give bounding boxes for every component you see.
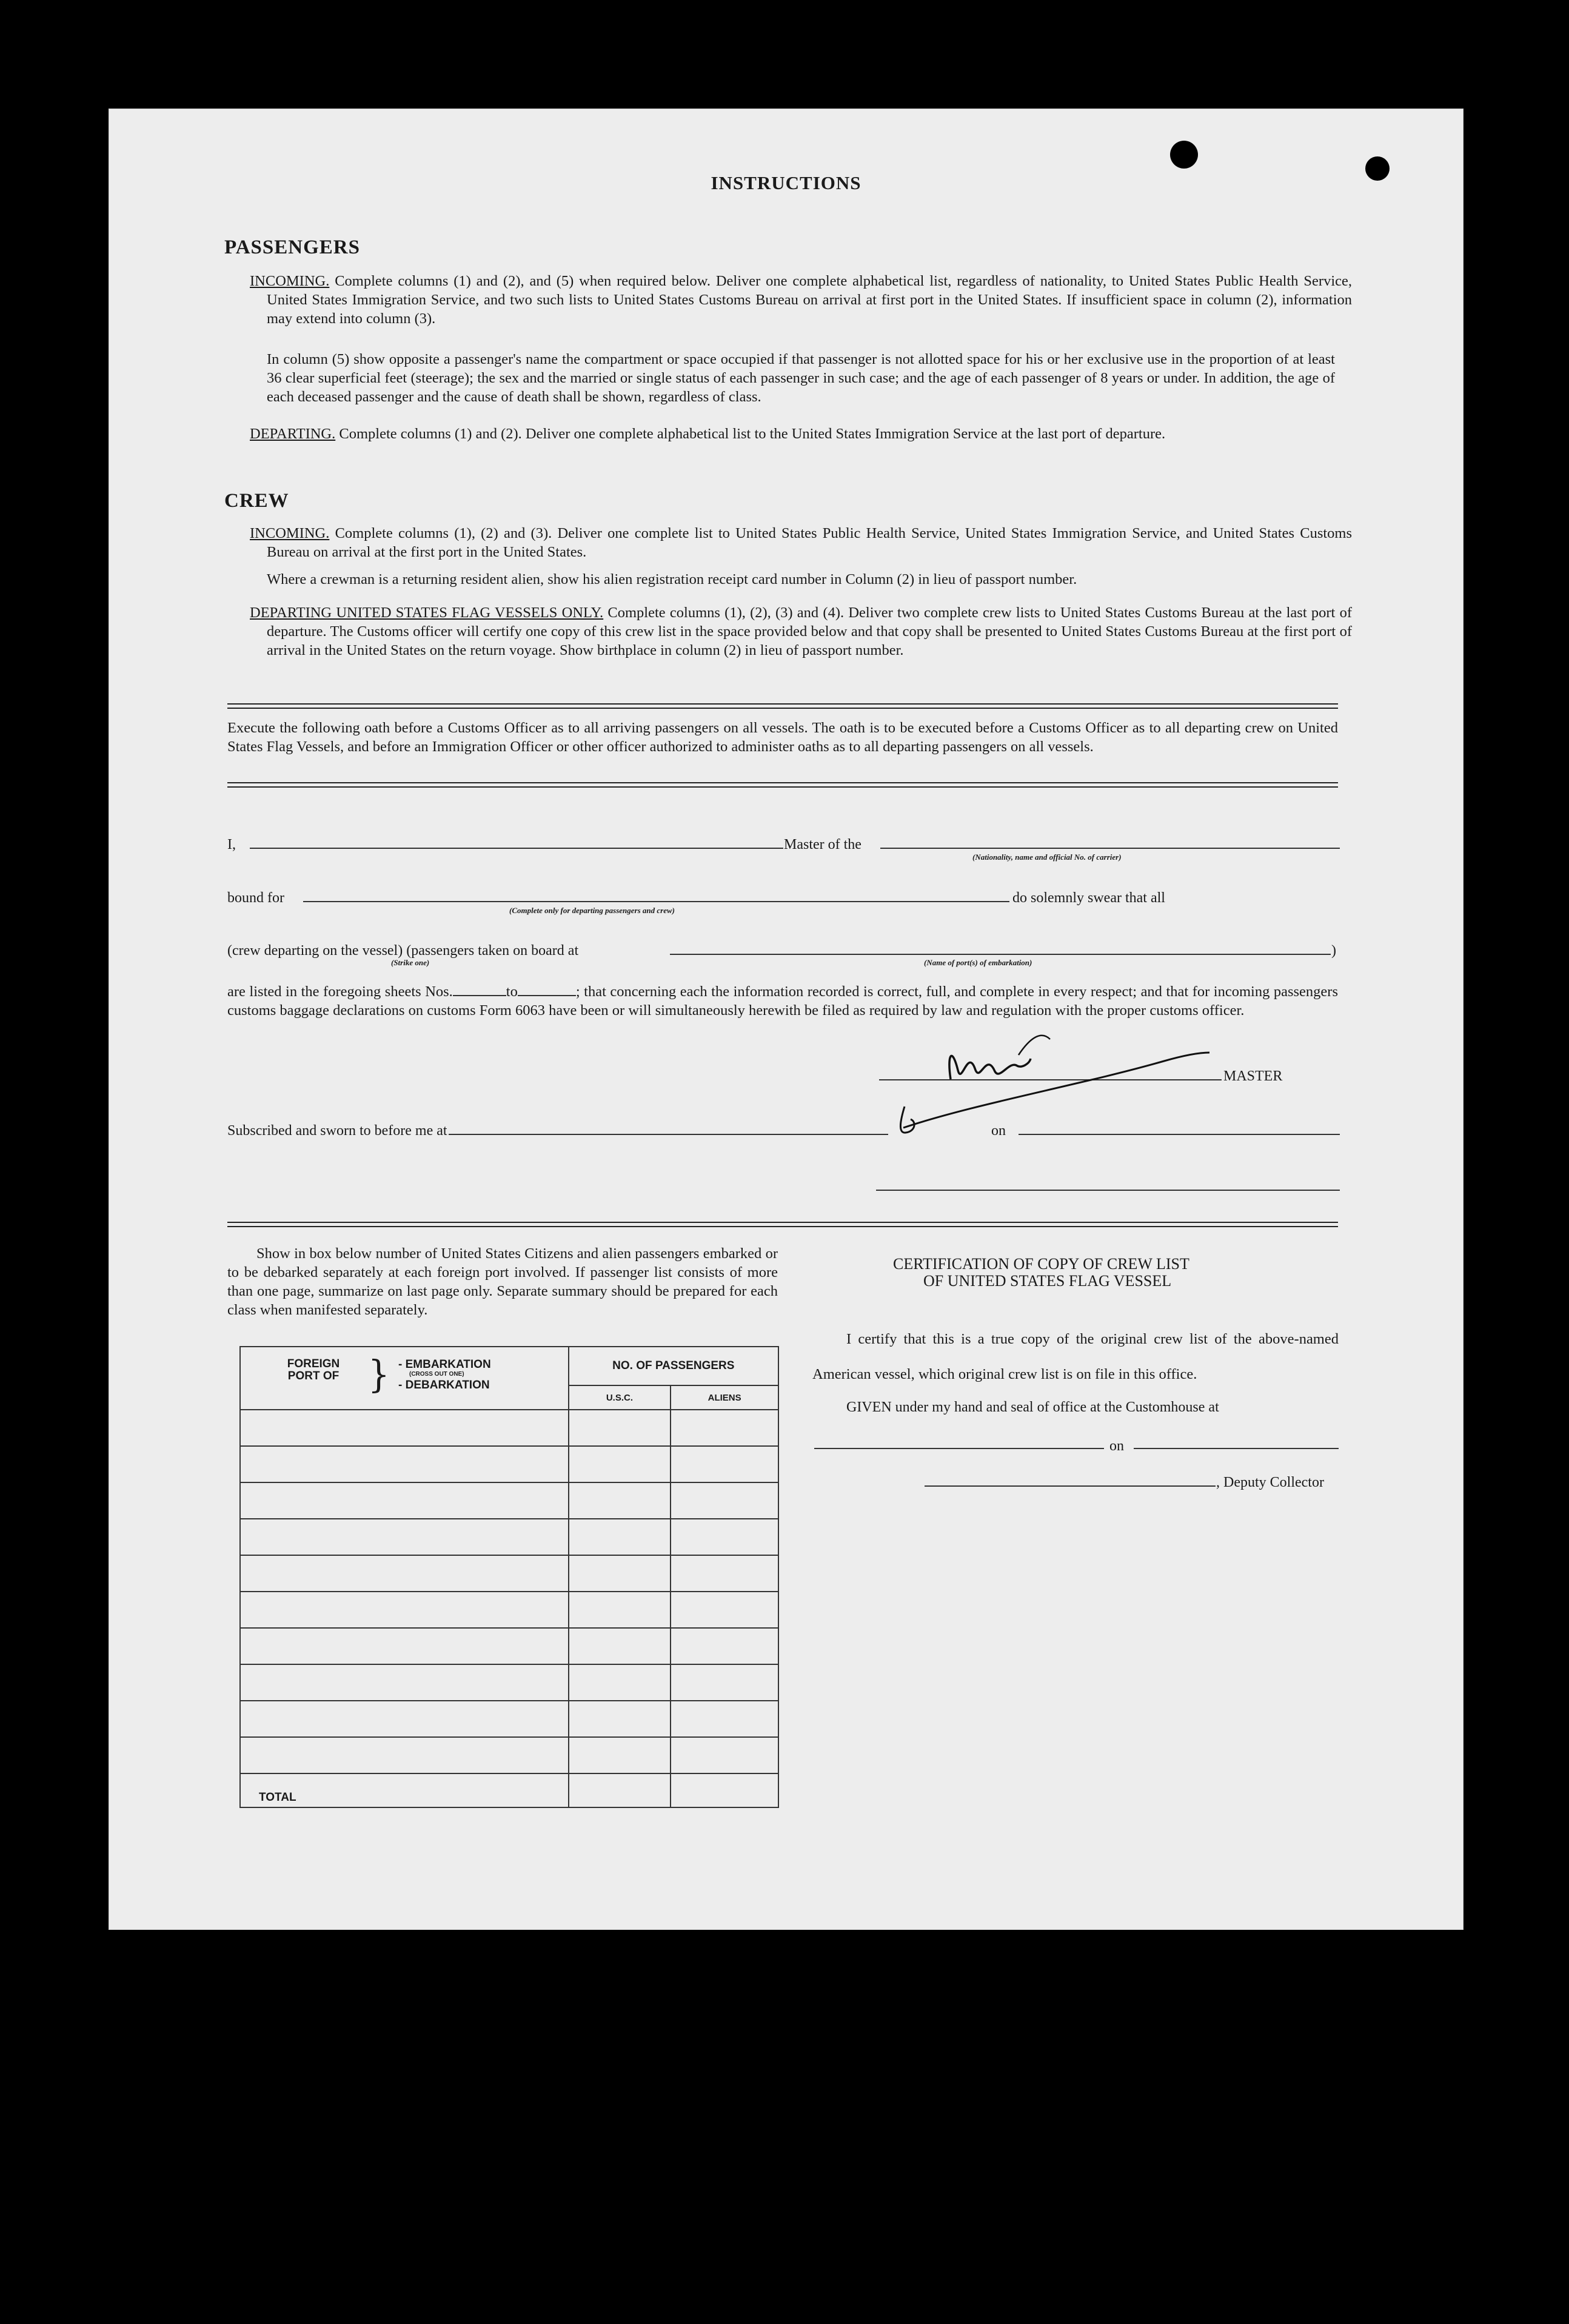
bound-hint: (Complete only for departing passengers and crew) [509, 906, 675, 915]
swear-label: do solemnly swear that all [1012, 890, 1165, 906]
bound-for-field[interactable] [303, 901, 1009, 902]
aliens-cell[interactable] [671, 1519, 778, 1555]
sheet-from-field[interactable] [453, 983, 506, 996]
carrier-field[interactable] [880, 848, 1340, 849]
crew-departing-text: Complete columns (1), (2), (3) and (4). Deliver two complete crew lists to United States Customs Bureau at the last port of departure. The Customs officer will certify one copy of this crew list in the space provided below and that copy shall be presented to United States Customs Bureau at the first port of arrival in the United States on the return voyage. Show birthplace in column (2) in lieu of passport number. [267, 604, 1352, 658]
aliens-cell[interactable] [671, 1482, 778, 1519]
passengers-incoming [250, 272, 1352, 328]
port-cell[interactable] [240, 1410, 569, 1446]
passengers-column5: In column (5) show opposite a passenger's name the compartment or space occupied if that passenger is not allotted space for his or her exclusive use in the proportion of at least 36 clear superficial feet (steerage); the sex and the married or single status of each passenger in such case; and the age of each passenger of 8 years or under. In addition, the age of each deceased passenger and the cause of death shall be shown, regardless of class. [267, 351, 1335, 405]
total-label: TOTAL [240, 1773, 569, 1807]
crew-heading: CREW [224, 490, 289, 512]
subscribed-date-field[interactable] [1019, 1134, 1340, 1135]
brace-icon: } [368, 1353, 390, 1397]
close-paren: ) [1331, 943, 1336, 959]
subscribed-place-field[interactable] [449, 1134, 888, 1135]
aliens-cell[interactable] [671, 1628, 778, 1664]
crew-departing [250, 603, 1352, 660]
incoming-text: Complete columns (1) and (2), and (5) when required below. Deliver one complete alphabetical list, regardless of nationality, to United States Public Health Service, United States Immigration Service, and two such lists to United States Customs Bureau on arrival at first port in the United States. If insufficient space in column (2), information may extend into column (3). [267, 273, 1353, 327]
port-cell[interactable] [240, 1446, 569, 1482]
certification-heading-1: CERTIFICATION OF COPY OF CREW LIST [893, 1255, 1189, 1273]
punch-hole [1170, 141, 1198, 169]
oath-intro: Execute the following oath before a Customs Officer as to all arriving passengers on all vessels. The oath is to be executed before a Customs Officer as to all departing crew on United States Flag Vessels, and before an Immigration Officer or other officer authorized to administer oaths as to all departing passengers on all vessels. [227, 720, 1338, 755]
master-of-label: Master of the [784, 837, 861, 852]
usc-cell[interactable] [569, 1555, 671, 1592]
port-cell[interactable] [240, 1701, 569, 1737]
aliens-cell[interactable] [671, 1701, 778, 1737]
master-name-field[interactable] [250, 848, 783, 849]
officer-signature-line[interactable] [876, 1190, 1340, 1191]
crew-departing-label: DEPARTING UNITED STATES FLAG VESSELS ONLY. [250, 604, 604, 621]
certification-text: I certify that this is a true copy of the original crew list of the above-named American vessel, which original crew list is on file in this office. [812, 1331, 1339, 1382]
usc-cell[interactable] [569, 1664, 671, 1701]
port-cell[interactable] [240, 1737, 569, 1773]
port-cell[interactable] [240, 1592, 569, 1628]
usc-cell[interactable] [569, 1482, 671, 1519]
deputy-signature-line[interactable] [925, 1485, 1216, 1487]
usc-cell[interactable] [569, 1410, 671, 1446]
total-usc-cell[interactable] [569, 1773, 671, 1807]
debarkation-label: - DEBARKATION [398, 1379, 490, 1391]
subscribed-on-label: on [991, 1123, 1006, 1139]
embarkation-label: - EMBARKATION [398, 1358, 491, 1371]
usc-cell[interactable] [569, 1592, 671, 1628]
divider [227, 703, 1338, 709]
total-aliens-cell[interactable] [671, 1773, 778, 1807]
deputy-collector-label: , Deputy Collector [1216, 1475, 1324, 1490]
strike-hint: (Strike one) [391, 958, 430, 967]
sheet-to-field[interactable] [518, 983, 576, 996]
cross-out-label: (CROSS OUT ONE) [409, 1371, 464, 1378]
usc-cell[interactable] [569, 1701, 671, 1737]
aliens-cell[interactable] [671, 1410, 778, 1446]
aliens-cell[interactable] [671, 1664, 778, 1701]
port-cell[interactable] [240, 1664, 569, 1701]
aliens-cell[interactable] [671, 1737, 778, 1773]
form-page [109, 109, 1463, 1929]
usc-header: U.S.C. [569, 1385, 671, 1410]
foreign-port-label: FOREIGN PORT OF [287, 1358, 340, 1382]
page-title: INSTRUCTIONS [711, 172, 861, 193]
customhouse-field[interactable] [814, 1448, 1104, 1449]
incoming-label: INCOMING. [250, 273, 330, 289]
summary-instructions: Show in box below number of United States Citizens and alien passengers embarked or to be debarked separately at each foreign port involved. If passenger list consists of more than one page, summarize on last page only. Separate summary should be prepared for each class when manifested separately. [227, 1245, 778, 1318]
crew-incoming-label: INCOMING. [250, 525, 330, 541]
listed-prefix: are listed in the foregoing sheets Nos. [227, 983, 453, 1000]
handwritten-signature [879, 1013, 1219, 1152]
crew-pass-label: (crew departing on the vessel) (passengers taken on board at [227, 943, 579, 959]
usc-cell[interactable] [569, 1519, 671, 1555]
master-label: MASTER [1223, 1068, 1283, 1084]
certification-date-field[interactable] [1134, 1448, 1339, 1449]
usc-cell[interactable] [569, 1446, 671, 1482]
listed-rest: ; that concerning each the information recorded is correct, full, and complete in every respect; and that for incoming passengers customs baggage declarations on customs Form 6063 have been or will simultaneously herewith be filed as required by law and regulation with the proper customs officer. [227, 983, 1338, 1019]
port-header-cell [240, 1347, 569, 1410]
aliens-cell[interactable] [671, 1555, 778, 1592]
port-cell[interactable] [240, 1519, 569, 1555]
given-text: GIVEN under my hand and seal of office at the Customhouse at [846, 1399, 1219, 1415]
port-hint: (Name of port(s) of embarkation) [924, 958, 1032, 967]
crew-incoming [250, 524, 1352, 561]
oath-i-label: I, [227, 837, 236, 852]
passengers-departing [250, 424, 1352, 443]
embarkation-port-field[interactable] [670, 954, 1331, 955]
departing-label: DEPARTING. [250, 426, 336, 442]
usc-cell[interactable] [569, 1737, 671, 1773]
bound-for-label: bound for [227, 890, 284, 906]
divider [227, 782, 1338, 788]
to-label: to [506, 983, 518, 1000]
port-cell[interactable] [240, 1628, 569, 1664]
port-cell[interactable] [240, 1555, 569, 1592]
certification-heading-2: OF UNITED STATES FLAG VESSEL [923, 1272, 1172, 1290]
port-cell[interactable] [240, 1482, 569, 1519]
certification-on-label: on [1109, 1438, 1124, 1454]
aliens-cell[interactable] [671, 1592, 778, 1628]
divider [227, 1222, 1338, 1227]
usc-cell[interactable] [569, 1628, 671, 1664]
passenger-summary-table [239, 1346, 779, 1808]
departing-text: Complete columns (1) and (2). Deliver one complete alphabetical list to the United States Immigration Service at the last port of departure. [339, 426, 1166, 442]
passengers-heading: PASSENGERS [224, 236, 360, 258]
crew-resident: Where a crewman is a returning resident alien, show his alien registration receipt card number in Column (2) in lieu of passport number. [267, 571, 1077, 588]
subscribed-label: Subscribed and sworn to before me at [227, 1123, 447, 1139]
no-passengers-header: NO. OF PASSENGERS [569, 1347, 778, 1385]
carrier-hint: (Nationality, name and official No. of carrier) [972, 852, 1122, 862]
aliens-cell[interactable] [671, 1446, 778, 1482]
crew-incoming-text: Complete columns (1), (2) and (3). Deliver one complete list to United States Public Health Service, United States Immigration Service, and United States Customs Bureau on arrival at the first port in the United States. [267, 525, 1352, 560]
aliens-header: ALIENS [671, 1385, 778, 1410]
